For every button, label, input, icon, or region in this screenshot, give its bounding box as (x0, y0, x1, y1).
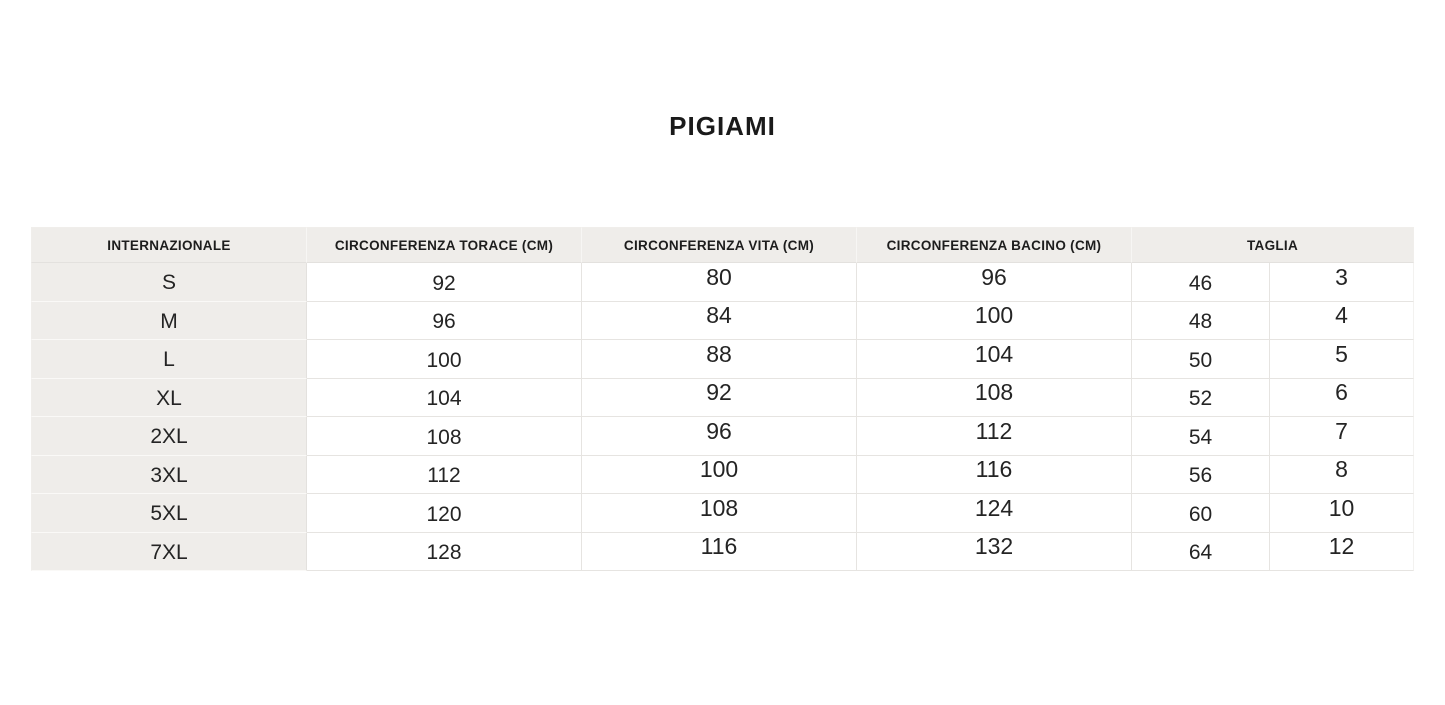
hips-cell: 132 (857, 533, 1132, 572)
table-row (31, 379, 1414, 418)
international-cell: 3XL (31, 456, 307, 495)
waist-cell: 92 (582, 379, 857, 418)
chest-cell: 100 (307, 340, 582, 379)
size-alt-cell: 6 (1270, 379, 1414, 418)
hips-cell: 112 (857, 417, 1132, 456)
table-row (31, 417, 1414, 456)
hips-cell: 100 (857, 302, 1132, 341)
chest-cell: 96 (307, 302, 582, 341)
chest-cell: 92 (307, 263, 582, 302)
hips-cell: 124 (857, 494, 1132, 533)
international-cell: S (31, 263, 307, 302)
table-row (31, 263, 1414, 302)
chest-cell: 104 (307, 379, 582, 418)
header-waist: CIRCONFERENZA VITA (CM) (582, 227, 857, 263)
size-alt-cell: 3 (1270, 263, 1414, 302)
size-eu-cell: 46 (1132, 263, 1270, 302)
hips-cell: 108 (857, 379, 1132, 418)
table-row (31, 302, 1414, 341)
hips-cell: 104 (857, 340, 1132, 379)
table-row (31, 340, 1414, 379)
waist-cell: 84 (582, 302, 857, 341)
size-eu-cell: 56 (1132, 456, 1270, 495)
chest-cell: 128 (307, 533, 582, 572)
international-cell: 7XL (31, 533, 307, 572)
header-size: TAGLIA (1132, 227, 1414, 263)
waist-cell: 88 (582, 340, 857, 379)
chest-cell: 108 (307, 417, 582, 456)
hips-cell: 96 (857, 263, 1132, 302)
size-chart-header-row (31, 227, 1414, 263)
international-cell: 2XL (31, 417, 307, 456)
size-eu-cell: 54 (1132, 417, 1270, 456)
hips-cell: 116 (857, 456, 1132, 495)
header-hips: CIRCONFERENZA BACINO (CM) (857, 227, 1132, 263)
table-row (31, 456, 1414, 495)
size-alt-cell: 12 (1270, 533, 1414, 572)
chest-cell: 112 (307, 456, 582, 495)
international-cell: XL (31, 379, 307, 418)
size-eu-cell: 52 (1132, 379, 1270, 418)
size-alt-cell: 10 (1270, 494, 1414, 533)
size-chart-table (31, 227, 1414, 571)
international-cell: L (31, 340, 307, 379)
chest-cell: 120 (307, 494, 582, 533)
size-eu-cell: 60 (1132, 494, 1270, 533)
page-title: PIGIAMI (669, 111, 776, 141)
waist-cell: 116 (582, 533, 857, 572)
size-alt-cell: 4 (1270, 302, 1414, 341)
waist-cell: 108 (582, 494, 857, 533)
waist-cell: 80 (582, 263, 857, 302)
international-cell: 5XL (31, 494, 307, 533)
header-international: INTERNAZIONALE (31, 227, 307, 263)
header-chest: CIRCONFERENZA TORACE (CM) (307, 227, 582, 263)
international-cell: M (31, 302, 307, 341)
size-alt-cell: 8 (1270, 456, 1414, 495)
waist-cell: 100 (582, 456, 857, 495)
size-eu-cell: 48 (1132, 302, 1270, 341)
table-row (31, 533, 1414, 572)
table-row (31, 494, 1414, 533)
size-alt-cell: 7 (1270, 417, 1414, 456)
waist-cell: 96 (582, 417, 857, 456)
size-alt-cell: 5 (1270, 340, 1414, 379)
size-eu-cell: 50 (1132, 340, 1270, 379)
size-eu-cell: 64 (1132, 533, 1270, 572)
